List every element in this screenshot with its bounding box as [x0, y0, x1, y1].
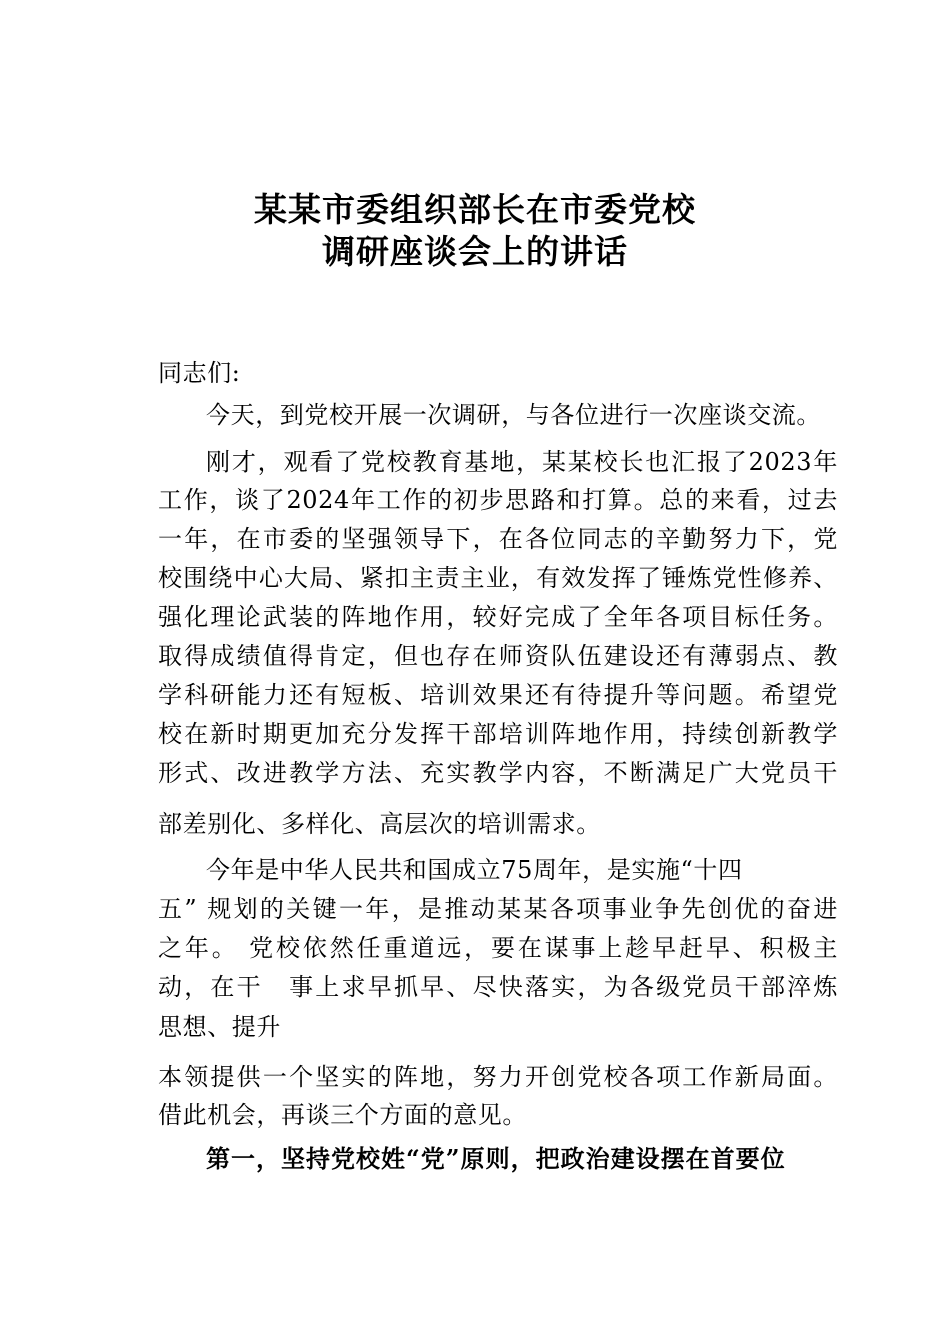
paragraph-line: 强化理论武装的阵地作用，较好完成了全年各项目标任务。	[158, 603, 838, 631]
paragraph-line: 部差别化、多样化、高层次的培训需求。	[158, 810, 601, 838]
paragraph-line: 刚才，观看了党校教育基地，某某校长也汇报了2023年	[206, 448, 838, 476]
paragraph-line: 今天，到党校开展一次调研，与各位进行一次座谈交流。	[206, 401, 821, 429]
paragraph-line: 借此机会，再谈三个方面的意见。	[158, 1101, 527, 1129]
paragraph-line: 取得成绩值得肯定，但也存在师资队伍建设还有薄弱点、教	[158, 642, 838, 670]
section-heading: 第一，坚持党校姓“党”原则，把政治建设摆在首要位	[206, 1144, 786, 1173]
paragraph-line: 思想、提升	[158, 1013, 281, 1041]
document-title-line-2: 调研座谈会上的讲话	[322, 232, 628, 271]
paragraph-line: 之年。 党校依然任重道远，要在谋事上趁早赶早、积极主	[158, 934, 838, 962]
paragraph-line: 学科研能力还有短板、培训效果还有待提升等问题。希望党	[158, 681, 838, 709]
salutation: 同志们:	[158, 359, 241, 387]
paragraph-line: 五” 规划的关键一年，是推动某某各项事业争先创优的奋进	[158, 895, 838, 923]
document-title-line-1: 某某市委组织部长在市委党校	[254, 190, 696, 229]
paragraph-line: 本领提供一个坚实的阵地，努力开创党校各项工作新局面。	[158, 1063, 838, 1091]
paragraph-line: 校在新时期更加充分发挥干部培训阵地作用，持续创新教学	[158, 720, 838, 748]
paragraph-line: 形式、改进教学方法、充实教学内容，不断满足广大党员干	[158, 759, 838, 787]
paragraph-line: 校围绕中心大局、紧扣主责主业，有效发挥了锤炼党性修养、	[158, 564, 838, 592]
paragraph-line: 今年是中华人民共和国成立75周年，是实施“十四	[206, 856, 743, 884]
paragraph-line: 动，在干 事上求早抓早、尽快落实，为各级党员干部淬炼	[158, 973, 838, 1001]
paragraph-line: 一年，在市委的坚强领导下，在各位同志的辛勤努力下，党	[158, 525, 838, 553]
paragraph-line: 工作，谈了2024年工作的初步思路和打算。总的来看，过去	[158, 486, 838, 514]
